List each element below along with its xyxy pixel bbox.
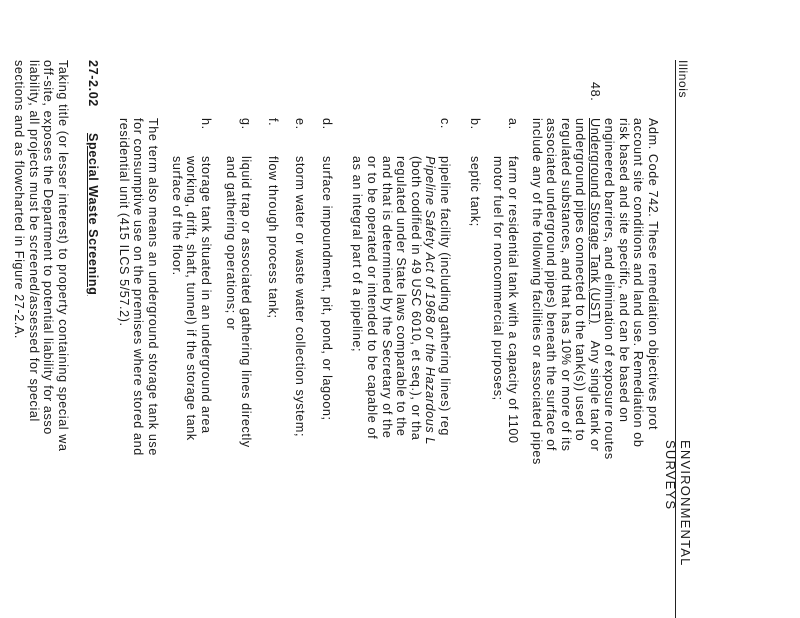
- list-item-f: [265, 118, 280, 319]
- list-item-h: [169, 118, 213, 441]
- list-label: a.: [506, 118, 520, 130]
- list-label: d.: [320, 118, 334, 130]
- list-label: e.: [293, 118, 307, 130]
- list-label: b.: [468, 118, 482, 130]
- text-line: include any of the following facilities or associated pipes: [529, 118, 544, 465]
- header-title: ENVIRONMENTAL SURVEYS: [663, 440, 693, 567]
- text-line: storage tank situated in an underground area: [199, 156, 213, 434]
- paragraph-term: [116, 118, 160, 456]
- text-line: regulated under State laws comparable to the: [394, 156, 409, 437]
- list-label: h.: [199, 118, 213, 130]
- text-line: flow through process tank;: [266, 156, 280, 319]
- text-line: associated underground pipes) beneath the surface of: [544, 118, 559, 451]
- text-line: motor fuel for noncommercial purposes;: [491, 156, 506, 401]
- list-item-a: [491, 118, 520, 444]
- text-line: and gathering operations; or: [224, 156, 239, 331]
- list-label: c.: [438, 118, 452, 129]
- text-line: account site conditions and land use. Remediation ob: [631, 118, 646, 448]
- text-line: for consumptive use on the premises where stored and: [131, 118, 146, 456]
- text-line: as an integral part of a pipeline;: [350, 156, 365, 353]
- list-label: g.: [239, 118, 253, 130]
- list-label: f.: [266, 118, 280, 127]
- paragraph-section: [12, 60, 70, 452]
- text-line: and that is determined by the Secretary of the: [379, 156, 394, 439]
- text-line: (both codified in 49 USC 6010, et seq.), or tha: [408, 156, 423, 441]
- section-title: Special Waste Screening: [86, 133, 100, 296]
- definition-number: 48.: [588, 82, 602, 102]
- text-line: regulated substances, and that has 10% or more of its: [558, 118, 573, 452]
- list-item-c: [350, 118, 452, 445]
- text-line: residential unit (415 ILCS 5/57.2).: [116, 118, 131, 327]
- text-line: pipeline facility (including gathering lines) reg: [438, 156, 452, 437]
- list-item-d: [319, 118, 334, 421]
- text-line: septic tank;: [468, 156, 482, 227]
- paragraph-remediation: [602, 118, 660, 460]
- text-line: liability, all projects must be screened/assessed for special: [26, 60, 41, 422]
- text-line: sections and as flowcharted in Figure 27-2.A.: [12, 60, 27, 340]
- text-line: surface impoundment, pit, pond, or lagoon;: [320, 156, 334, 421]
- definition-ust: [529, 118, 602, 465]
- text-line: off-site, exposes the Department to potential liability for asso: [41, 60, 56, 435]
- document-page: [0, 60, 693, 618]
- text-line: surface of the floor.: [169, 156, 184, 276]
- section-number: 27-2.02: [86, 60, 100, 107]
- section-heading: [85, 60, 100, 295]
- text-line: The term also means an underground storage tank use: [146, 118, 160, 456]
- header-rule: [675, 60, 676, 618]
- text-line: Taking title (or lesser interest) to property containing special wa: [56, 60, 70, 452]
- definition-term: Underground Storage Tank (UST): [588, 118, 602, 325]
- text-line: engineered barriers, and elimination of exposure routes: [602, 118, 617, 460]
- text-line: liquid trap or associated gathering lines directly: [239, 156, 253, 448]
- text-line: risk based and site specific, and can be based on: [616, 118, 631, 423]
- header-state: Illinois: [676, 60, 690, 99]
- text-line: farm or residential tank with a capacity of 1100: [506, 156, 520, 444]
- text-line: underground pipes connected to the tank(s)) used to: [573, 118, 588, 442]
- text-line: Adm. Code 742. These remediation objectives prot: [646, 118, 660, 431]
- list-item-g: [224, 118, 253, 448]
- text-line: or to be operated or intended to be capable of: [365, 156, 380, 440]
- text-line: storm water or waste water collection system;: [293, 156, 307, 438]
- list-item-b: [467, 118, 482, 227]
- text-line: working, drift, shaft, tunnel) if the storage tank: [184, 156, 199, 441]
- list-item-e: [292, 118, 307, 437]
- text-line: Pipeline Safety Act of 1968 or the Hazardous L: [423, 156, 438, 445]
- text-line: Any single tank or: [588, 340, 602, 452]
